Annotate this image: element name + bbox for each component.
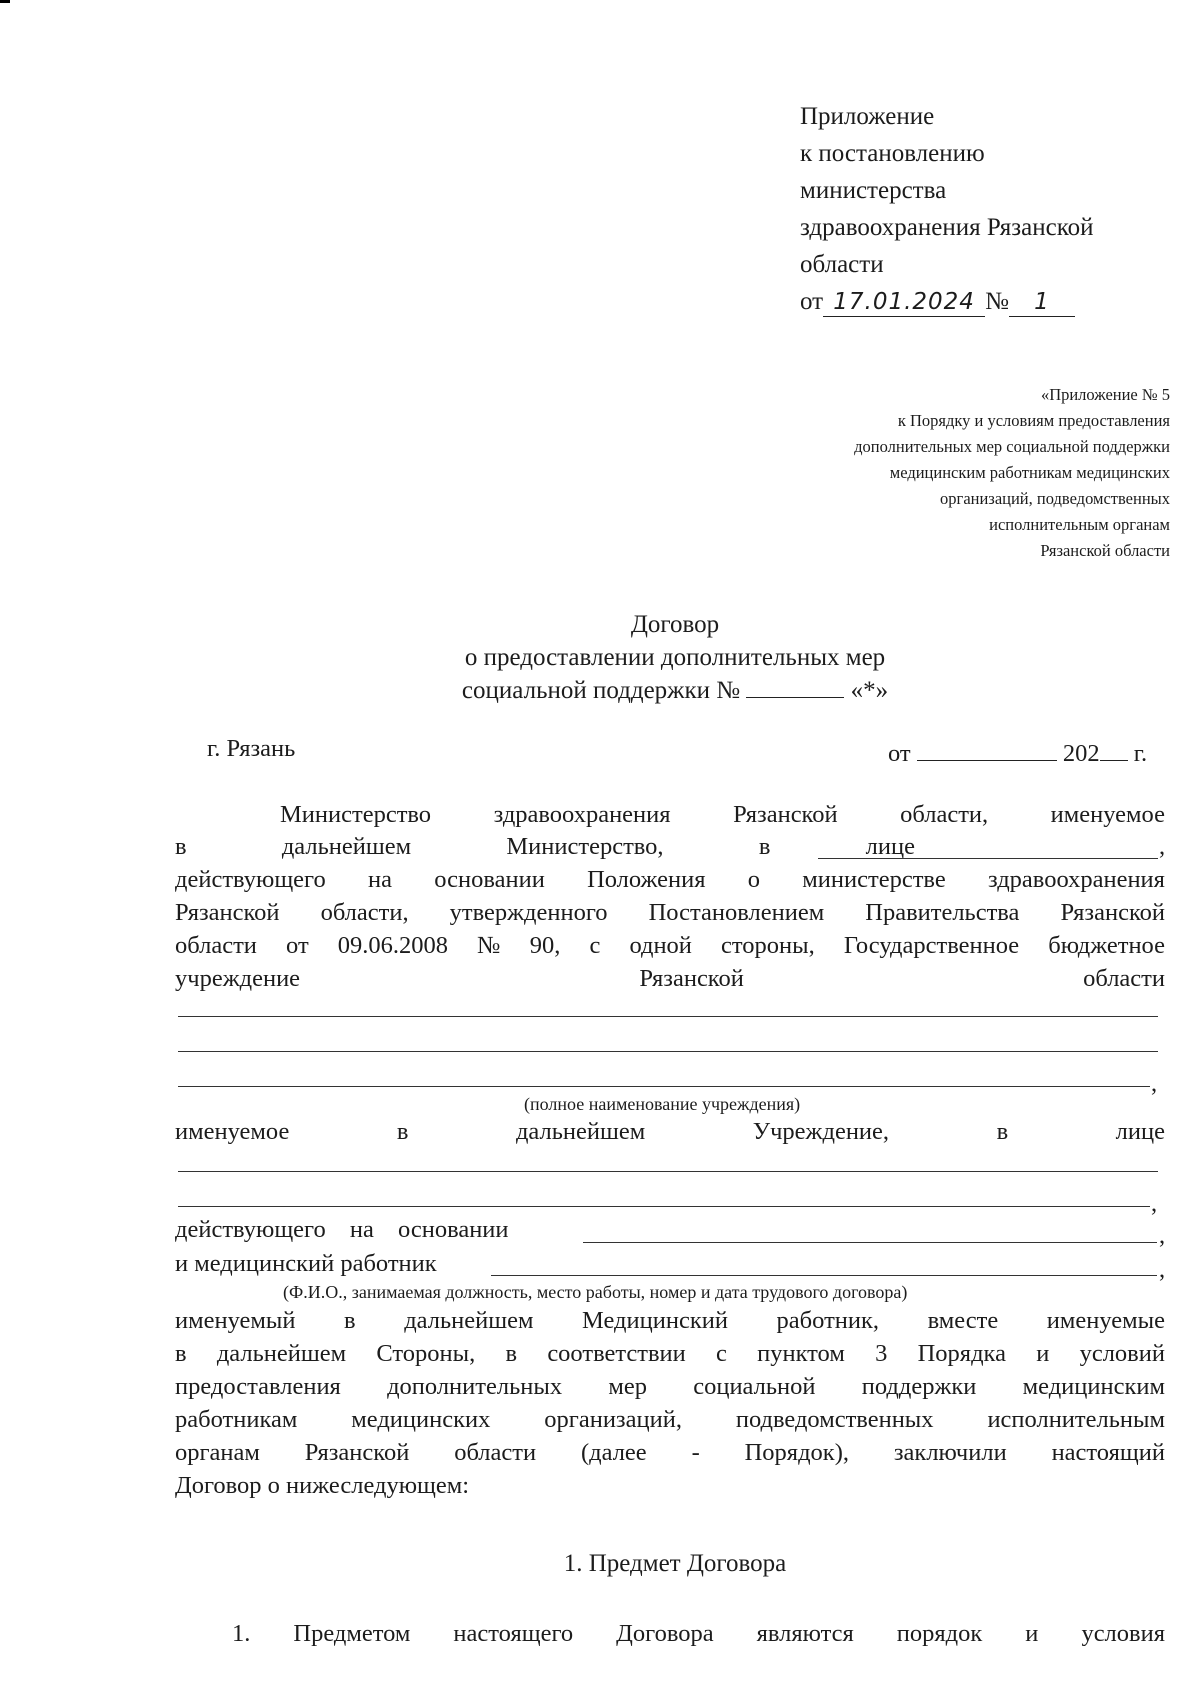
approval-from-prefix: от: [800, 288, 824, 315]
word: Правительства: [865, 899, 1020, 926]
contract-date-field: [917, 760, 1057, 761]
word: Договора: [616, 1620, 714, 1647]
word: в: [396, 1118, 409, 1145]
preamble-line: [175, 1439, 1165, 1467]
word: бюджетное: [1048, 932, 1165, 959]
word: Министерство,: [506, 833, 664, 860]
word: Постановлением: [648, 899, 825, 926]
word: на: [368, 866, 392, 893]
word: дальнейшем: [404, 1307, 534, 1334]
word: условий: [1079, 1340, 1165, 1367]
word: Министерство: [280, 801, 432, 828]
word: порядок: [896, 1620, 983, 1647]
approval-date-line: [800, 283, 1093, 320]
word: лице: [865, 833, 915, 860]
contract-title: [0, 608, 1200, 707]
title-line: [0, 674, 1200, 707]
approval-line: здравоохранения Рязанской: [800, 214, 1094, 241]
word: здравоохранения: [493, 801, 671, 828]
word: именуемое: [1050, 801, 1165, 828]
word: лице: [1115, 1118, 1165, 1145]
word: о: [747, 866, 761, 893]
medical-worker-label: и медицинский работник: [175, 1250, 437, 1277]
word: работник,: [776, 1307, 880, 1334]
annex-line: медицинским работникам медицинских: [889, 463, 1170, 482]
word: в: [175, 833, 187, 860]
word: Порядка: [917, 1340, 1006, 1367]
word: Рязанской: [175, 899, 280, 926]
representative-fill-line: [818, 858, 1158, 859]
word: и: [1025, 1620, 1039, 1647]
comma: ,: [1151, 1190, 1158, 1217]
word: дальнейшем: [281, 833, 412, 860]
word: 1.: [232, 1620, 251, 1647]
word: 3: [875, 1340, 888, 1367]
word: министерстве: [802, 866, 946, 893]
medical-worker-fill-line: [491, 1275, 1157, 1276]
institution-fill-line: [178, 1051, 1158, 1052]
institution-fill-line: [178, 1086, 1150, 1087]
word: вместе: [927, 1307, 999, 1334]
word: исполнительным: [987, 1406, 1165, 1433]
word: утвержденного: [449, 899, 608, 926]
annex-line: к Порядку и условиям предоставления: [897, 411, 1170, 430]
preamble-line: [175, 1340, 1165, 1368]
word: организаций,: [544, 1406, 682, 1433]
contract-date-prefix: от: [888, 740, 911, 767]
contract-year-suffix: г.: [1133, 740, 1148, 767]
preamble-line: [175, 965, 1165, 993]
word: заключили: [893, 1439, 1007, 1466]
word: медицинских: [351, 1406, 491, 1433]
approval-date: 17.01.2024: [823, 288, 985, 317]
word: основании: [434, 866, 545, 893]
word: условия: [1081, 1620, 1165, 1647]
acting-basis-label: действующего на основании: [175, 1216, 509, 1243]
comma: ,: [1159, 1256, 1166, 1283]
word: социальной: [693, 1373, 816, 1400]
contract-date: [888, 740, 1147, 768]
word: в: [175, 1340, 187, 1367]
acting-basis-fill-line: [583, 1242, 1157, 1243]
word: Рязанской: [639, 965, 744, 992]
word: Порядок),: [744, 1439, 849, 1466]
preamble-closing: Договор о нижеследующем:: [175, 1472, 470, 1499]
word: -: [691, 1439, 700, 1466]
word: именуемый: [175, 1307, 296, 1334]
word: учреждение: [175, 965, 301, 992]
word: именуемое: [175, 1118, 290, 1145]
word: Рязанской: [304, 1439, 410, 1466]
word: в: [344, 1307, 356, 1334]
word: 90,: [529, 932, 561, 959]
word: с: [716, 1340, 727, 1367]
preamble-line: [175, 833, 915, 861]
word: области: [454, 1439, 537, 1466]
preamble-line: [175, 1373, 1165, 1401]
word: области,: [900, 801, 989, 828]
approval-block: [800, 98, 1093, 320]
word: области: [1083, 965, 1165, 992]
institution-caption: (полное наименование учреждения): [524, 1094, 801, 1114]
preamble-line: [280, 801, 1165, 829]
word: от: [286, 932, 309, 959]
annex-reference: [854, 382, 1170, 564]
word: медицинским: [1022, 1373, 1165, 1400]
word: действующего: [175, 866, 326, 893]
word: Предметом: [293, 1620, 411, 1647]
word: Рязанской: [733, 801, 838, 828]
preamble-line: [175, 1307, 1165, 1335]
word: работникам: [175, 1406, 298, 1433]
word: стороны,: [721, 932, 815, 959]
approval-line: министерства: [800, 177, 947, 204]
approval-line: к постановлению: [800, 140, 985, 167]
word: дополнительных: [387, 1373, 563, 1400]
word: в: [758, 833, 771, 860]
preamble-line: [175, 1406, 1165, 1434]
word: Рязанской: [1060, 899, 1165, 926]
title-line: Договор: [630, 611, 720, 638]
annex-line: Рязанской области: [1040, 541, 1170, 560]
preamble-line: [175, 1118, 1165, 1146]
word: Государственное: [843, 932, 1020, 959]
word: являются: [756, 1620, 854, 1647]
annex-line: исполнительным органам: [989, 515, 1170, 534]
word: мер: [608, 1373, 647, 1400]
preamble-line: [175, 932, 1165, 960]
contract-number-field: [746, 697, 844, 698]
word: области,: [320, 899, 409, 926]
word: предоставления: [175, 1373, 341, 1400]
scan-corner-mark: [0, 0, 10, 3]
word: настоящего: [453, 1620, 574, 1647]
word: настоящий: [1051, 1439, 1165, 1466]
approval-number: 1: [1009, 288, 1075, 317]
city: г. Рязань: [207, 735, 296, 762]
word: подведомственных: [735, 1406, 934, 1433]
word: №: [477, 932, 501, 959]
word: в: [996, 1118, 1009, 1145]
representative-name-fill-line: [178, 1171, 1158, 1172]
contract-year: 202: [1062, 740, 1100, 767]
comma: ,: [1159, 833, 1166, 860]
word: одной: [629, 932, 692, 959]
word: 09.06.2008: [337, 932, 449, 959]
word: и: [1036, 1340, 1050, 1367]
word: в: [505, 1340, 518, 1367]
institution-fill-line: [178, 1016, 1158, 1017]
word: именуемые: [1046, 1307, 1165, 1334]
annex-line: организаций, подведомственных: [940, 489, 1170, 508]
preamble-line: [175, 866, 1165, 894]
approval-line: области: [800, 251, 884, 278]
word: поддержки: [861, 1373, 977, 1400]
representative-name-fill-line: [178, 1206, 1150, 1207]
annex-line: дополнительных мер социальной поддержки: [854, 437, 1170, 456]
word: Медицинский: [582, 1307, 728, 1334]
title-number-prefix: социальной поддержки №: [461, 677, 741, 704]
word: Стороны,: [376, 1340, 476, 1367]
word: Положения: [587, 866, 706, 893]
word: с: [589, 932, 601, 959]
preamble-line: [175, 899, 1165, 927]
word: дальнейшем: [515, 1118, 646, 1145]
word: (далее: [580, 1439, 647, 1466]
annex-line: «Приложение № 5: [1040, 385, 1170, 404]
word: пунктом: [757, 1340, 845, 1367]
section-item: [232, 1620, 1165, 1648]
word: Учреждение,: [752, 1118, 890, 1145]
medical-worker-caption: (Ф.И.О., занимаемая должность, место работы, номер и дата трудового договора): [283, 1282, 908, 1302]
word: соответствии: [547, 1340, 686, 1367]
comma: ,: [1159, 1222, 1166, 1249]
contract-year-field: [1100, 760, 1128, 761]
approval-line: Приложение: [800, 103, 935, 130]
word: органам: [175, 1439, 260, 1466]
approval-number-prefix: №: [985, 288, 1009, 315]
section-heading: 1. Предмет Договора: [563, 1550, 787, 1577]
title-footnote-mark: «*»: [850, 677, 889, 704]
title-line: о предоставлении дополнительных мер: [464, 644, 886, 671]
word: области: [175, 932, 257, 959]
word: дальнейшем: [216, 1340, 347, 1367]
word: здравоохранения: [987, 866, 1165, 893]
comma: ,: [1151, 1070, 1158, 1097]
